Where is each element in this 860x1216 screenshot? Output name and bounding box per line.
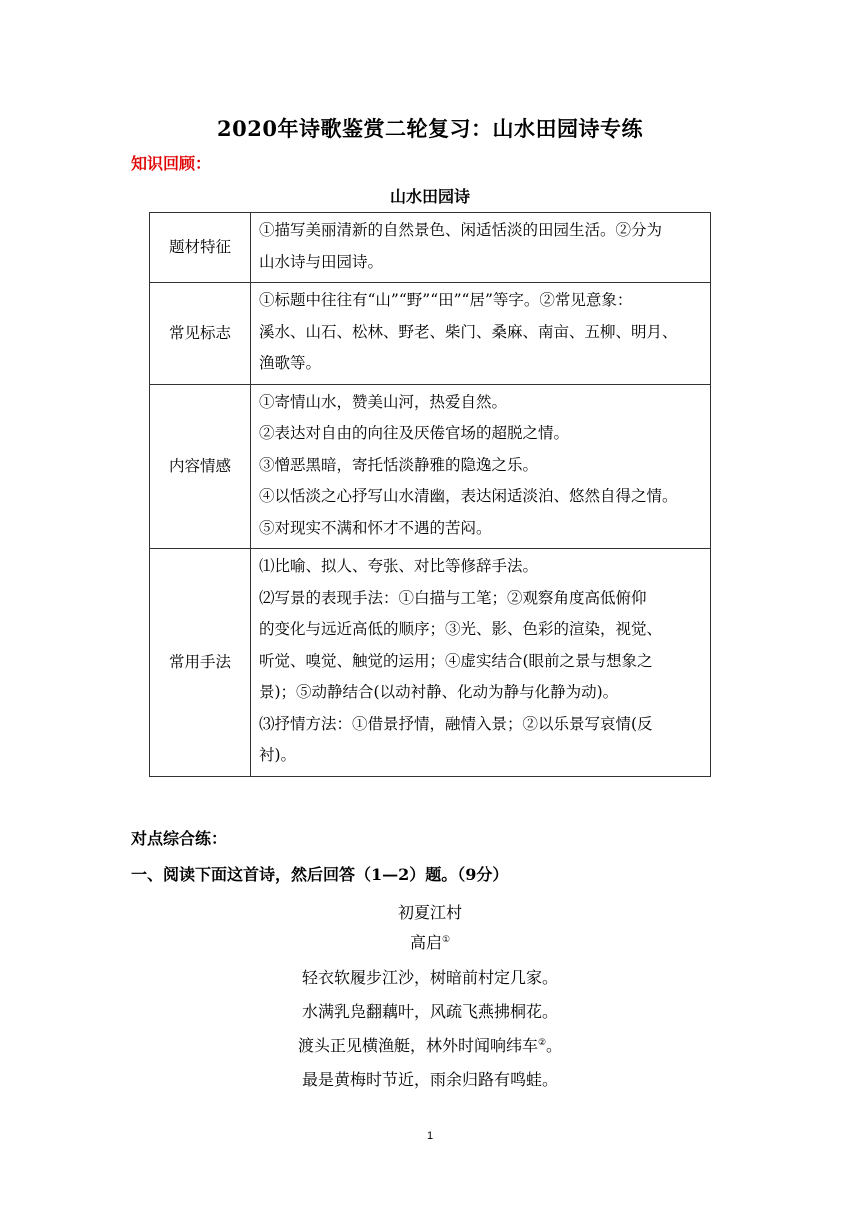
content-line: ①寄情山水，赞美山河，热爱自然。 xyxy=(259,392,508,411)
knowledge-table xyxy=(149,212,711,777)
table-row xyxy=(150,213,711,283)
author-name: 高启 xyxy=(409,933,442,952)
question-heading: 一、阅读下面这首诗，然后回答（1—2）题。（9分） xyxy=(131,865,509,884)
content-line: ①描写美丽清新的自然景色、闲适恬淡的田园生活。②分为 xyxy=(259,221,663,239)
row-label: 题材特征 xyxy=(150,213,251,283)
content-line: ⑵写景的表现手法：①白描与工笔；②观察角度高低俯仰 xyxy=(259,588,647,607)
poem-line: 轻衣软履步江沙，树暗前村定几家。 xyxy=(301,968,558,987)
table-row xyxy=(150,283,711,385)
knowledge-heading: 知识回顾： xyxy=(131,154,212,173)
footnote-marker: ② xyxy=(537,1038,547,1048)
content-line: ⑴比喻、拟人、夸张、对比等修辞手法。 xyxy=(259,557,539,575)
content-line: 听觉、嗅觉、触觉的运用；④虚实结合(眼前之景与想象之 xyxy=(259,651,653,670)
poem-line: 最是黄梅时节近，雨余归路有鸣蛙。 xyxy=(301,1070,558,1089)
document-title: 2020年诗歌鉴赏二轮复习：山水田园诗专练 xyxy=(217,116,643,141)
row-content xyxy=(251,213,711,283)
footnote-marker: ① xyxy=(441,935,451,945)
practice-heading: 对点综合练： xyxy=(131,829,228,848)
content-line: ①标题中往往有“山”“野”“田”“居”等字。②常见意象： xyxy=(259,291,633,309)
content-line: 景)；⑤动静结合(以动衬静、化动为静与化静为动)。 xyxy=(259,683,619,701)
poem-line: 水满乳凫翻藕叶，风疏飞燕拂桐花。 xyxy=(301,1002,558,1021)
content-line: ④以恬淡之心抒写山水清幽，表达闲适淡泊、悠然自得之情。 xyxy=(259,487,678,505)
row-label: 内容情感 xyxy=(150,384,251,549)
content-line: ③憎恶黑暗，寄托恬淡静雅的隐逸之乐。 xyxy=(259,455,539,474)
row-label: 常见标志 xyxy=(150,283,251,385)
table-row xyxy=(150,549,711,777)
poem-title: 初夏江村 xyxy=(397,903,462,922)
table-caption: 山水田园诗 xyxy=(389,187,470,206)
content-line: ⑶抒情方法：①借景抒情，融情入景；②以乐景写哀情(反 xyxy=(259,714,653,733)
row-label: 常用手法 xyxy=(150,549,251,777)
content-line: 渔歌等。 xyxy=(259,354,322,372)
page-number: 1 xyxy=(426,1130,434,1142)
poem-line-end: 。 xyxy=(546,1036,563,1055)
row-content xyxy=(251,283,711,385)
content-line: 衬)。 xyxy=(259,746,297,764)
row-content xyxy=(251,384,711,549)
table-row xyxy=(150,384,711,549)
row-content xyxy=(251,549,711,777)
content-line: ⑤对现实不满和怀才不遇的苦闷。 xyxy=(259,518,492,537)
content-line: 山水诗与田园诗。 xyxy=(259,252,384,271)
content-line: 溪水、山石、松林、野老、柴门、桑麻、南亩、五柳、明月、 xyxy=(259,322,678,341)
poem-author xyxy=(0,930,860,953)
content-line: 的变化与远近高低的顺序；③光、影、色彩的渲染，视觉、 xyxy=(259,620,663,638)
content-line: ②表达对自由的向往及厌倦官场的超脱之情。 xyxy=(259,424,570,442)
poem-line-text: 渡头正见横渔艇，林外时闻响纬车 xyxy=(297,1036,538,1055)
poem-line xyxy=(0,1033,860,1056)
